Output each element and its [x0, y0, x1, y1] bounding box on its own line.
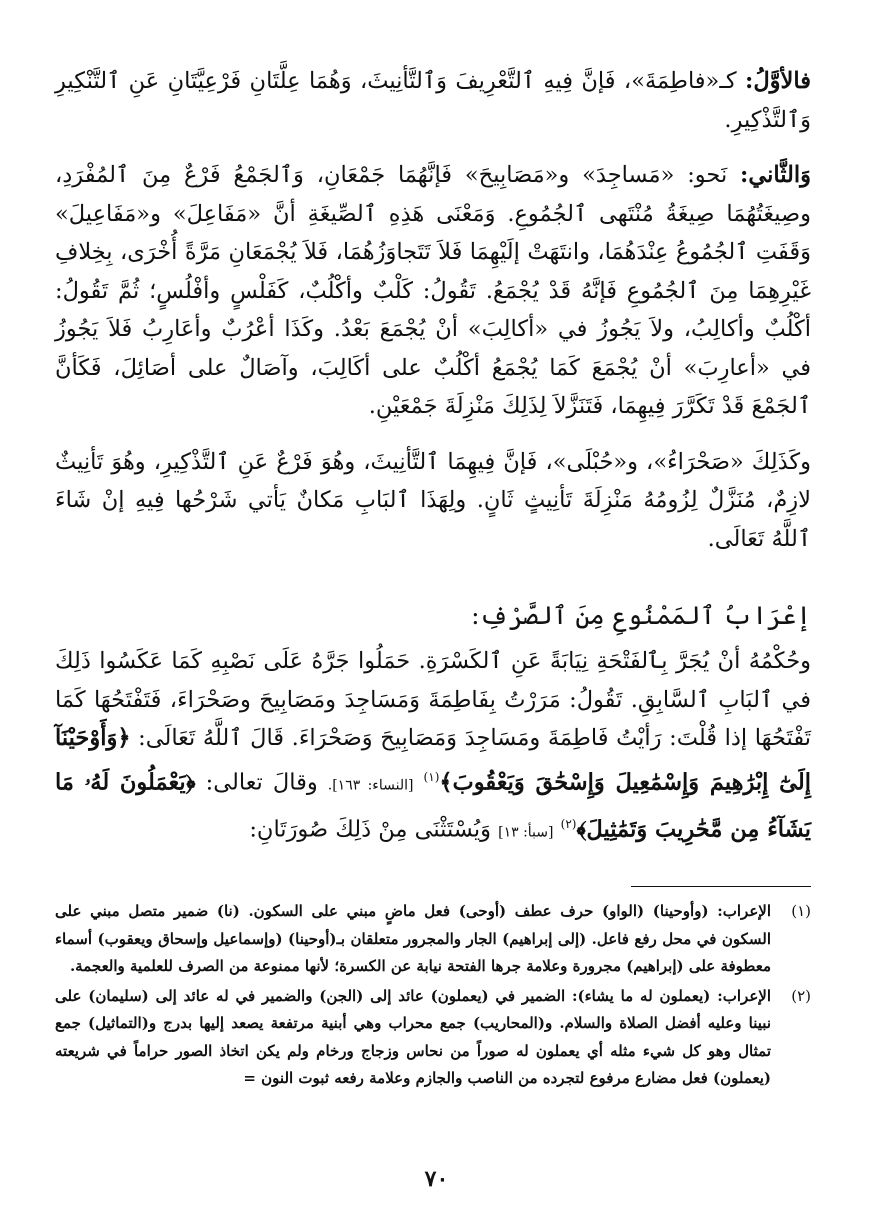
paragraph-lead: وَالثَّاني: — [740, 162, 811, 188]
paragraph-second — [55, 156, 811, 426]
section-paragraph — [55, 642, 811, 852]
section-text-middle: وقالَ تعالى: — [195, 769, 328, 795]
paragraph-text: نَحو: «مَساجِدَ» و«مَصَابِيحَ» فَإنَّهُمَا جَمْعَانِ، وَٱلجَمْعُ فَرْعٌ مِنَ ٱلمُفْرَدِ، وصِيغَتُهُمَا صِيغَةُ مُنْتَهى ٱلجُمُوعِ. وَمَعْنَى هَذِهِ ٱلصِّيغَةِ أنَّ «مَفَاعِلَ» و«مَفَاعِيلَ» وَقَفَتِ ٱلجُمُوعُ عِنْدَهُمَا، وانتَهَتْ إلَيْهِمَا فَلاَ تَتَجاوَزُهُمَا، فَلاَ يُجْمَعَانِ مَرَّةً أُخْرَى، بِخِلافِ غَيْرِهِمَا مِنَ ٱلجُمُوعِ فَإنَّهُ قَدْ يُجْمَعُ. تَقُولُ: كَلْبٌ وأكْلُبٌ، كَفَلْسٍ وأفْلُسٍ؛ ثُمَّ تَقُولُ: أكْلُبٌ وأكالِبُ، ولاَ يَجُوزُ في «أكالِبَ» أنْ يُجْمَعَ بَعْدُ. وكَذَا أعْرُبٌ وأعَارِبُ فَلاَ يَجُوزُ في «أعارِبَ» أنْ يُجْمَعَ كَمَا يُجْمَعُ أكْلُبٌ على أكَالِبَ، وآصَالٌ على أصَائِلَ، فَكَأنَّ ٱلجَمْعَ قَدْ تَكَرَّرَ فِيهِمَا، فَتَنَزَّلاَ لِذَلِكَ مَنْزِلَةَ جَمْعَيْنِ. — [55, 162, 811, 419]
footnote-1 — [55, 898, 811, 981]
paragraph-third — [55, 443, 811, 559]
footnote-number: (٢) — [791, 986, 811, 1005]
quran-verse-1: ﴿وَأَوْحَيْنَآ إِلَىٰٓ إِبْرَٰهِيمَ وَإِسْمَٰعِيلَ وَإِسْحَٰقَ وَيَعْقُوبَ﴾ — [55, 725, 811, 795]
paragraph-text: كـ«فاطِمَةَ»، فَإنَّ فِيهِ ٱلتَّعْرِيفَ وَٱلتَّأنِيثَ، وَهُمَا عِلَّتَانِ فَرْعِيَّتَانِ عَنِ ٱلتَّنْكِيرِ وَٱلتَّذْكِيرِ. — [55, 68, 811, 133]
footnotes — [55, 898, 811, 1095]
footnote-text: الإعراب: (وأوحينا) (الواو) حرف عطف (أوحى) فعل ماضٍ مبني على السكون. (نا) ضمير متصل مبني على السكون في محل رفع فاعل. (إلى إبراهيم) الجار والمجرور متعلقان بـ(أوحينا) (وإسماعيل وإسحاق ويعقوب) أسماء معطوفة على (إبراهيم) مجرورة وعلامة جرها الفتحة نيابة عن الكسرة؛ لأنها ممنوعة من الصرف للعلمية والعجمة. — [55, 902, 771, 975]
paragraph-text: وكَذَلِكَ «صَحْرَاءُ»، و«حُبْلَى»، فَإنَّ فِيهِمَا ٱلتَّأنِيثَ، وهُوَ فَرْعٌ عَنِ ٱلتَّذْكِيرِ، وهُوَ تَأنِيثٌ لازِمٌ، مُنَزَّلٌ لِزُومُهُ مَنْزِلَةَ تَأنِيثٍ ثَانٍ. ولِهَذَا ٱلبَابِ مَكانٌ يَأتي شَرْحُها فِيهِ إنْ شَاءَ ٱللَّهُ تَعَالَى. — [55, 448, 811, 552]
quran-verse-2: ﴿يَعْمَلُونَ لَهُۥ مَا يَشَآءُ مِن مَّحَٰرِيبَ وَتَمَٰثِيلَ﴾ — [55, 769, 811, 842]
section-text-after: وَيُسْتَثْنَى مِنْ ذَلِكَ صُورَتَانِ: — [249, 816, 499, 842]
footnote-text: الإعراب: (يعملون له ما يشاء): الضمير في (يعملون) عائد إلى (الجن) والضمير في له عائد إلى (سليمان) على نبينا وعليه أفضل الصلاة والسلام. و(المحاريب) جمع محراب وهي أبنية مرتفعة يصعد إليها بدرج و(التماثيل) جمع تمثال وهو كل شيء مثله أي يعملون له صوراً من نحاس وزجاج ورخام ولم يكن اتخاذ الصور حراماً في شريعته (يعملون) فعل مضارع مرفوع لتجرده من الناصب والجازم وعلامة رفعه ثبوت النون = — [55, 986, 771, 1087]
footnote-marker-2: (٢) — [560, 816, 577, 831]
footnote-2 — [55, 983, 811, 1093]
section-text — [55, 642, 811, 852]
section-text-before: وحُكْمُهُ أنْ يُجَرَّ بِٱلفَتْحَةِ نِيَابَةً عَنِ ٱلكَسْرَةِ. حَمَلُوا جَرَّهُ عَلَى نَصْبِهِ كَمَا عَكَسُوا ذَلِكَ في ٱلبَابِ ٱلسَّابِقِ. تَقُولُ: مَرَرْتُ بِفَاطِمَةَ وَمَسَاجِدَ ومَصَابِيحَ وصَحْرَاءَ، فَتَفْتَحُهَا كَمَا تَفْتَحُهَا إذا قُلْتَ: رَأيْتُ فَاطِمَةَ ومَسَاجِدَ وَمَصَابِيحَ وَصَحْرَاءَ. قَالَ ٱللَّهُ تَعَالَى: — [55, 648, 811, 751]
section-heading: إعْرَابُ ٱلمَمْنُوعِ مِنَ ٱلصَّرْفِ: — [471, 601, 811, 630]
main-text — [55, 62, 811, 575]
footnote-marker-1: (١) — [423, 769, 440, 784]
verse-reference-2: [سبأ: ١٣] — [498, 824, 554, 840]
verse-reference-1: [النساء: ١٦٣]. — [327, 777, 414, 793]
page-number: ٧٠ — [424, 1166, 449, 1192]
paragraph-lead: فالأوَّلُ: — [745, 68, 811, 94]
paragraph-first — [55, 62, 811, 139]
footnote-number: (١) — [791, 902, 811, 920]
footnote-divider — [631, 886, 811, 887]
